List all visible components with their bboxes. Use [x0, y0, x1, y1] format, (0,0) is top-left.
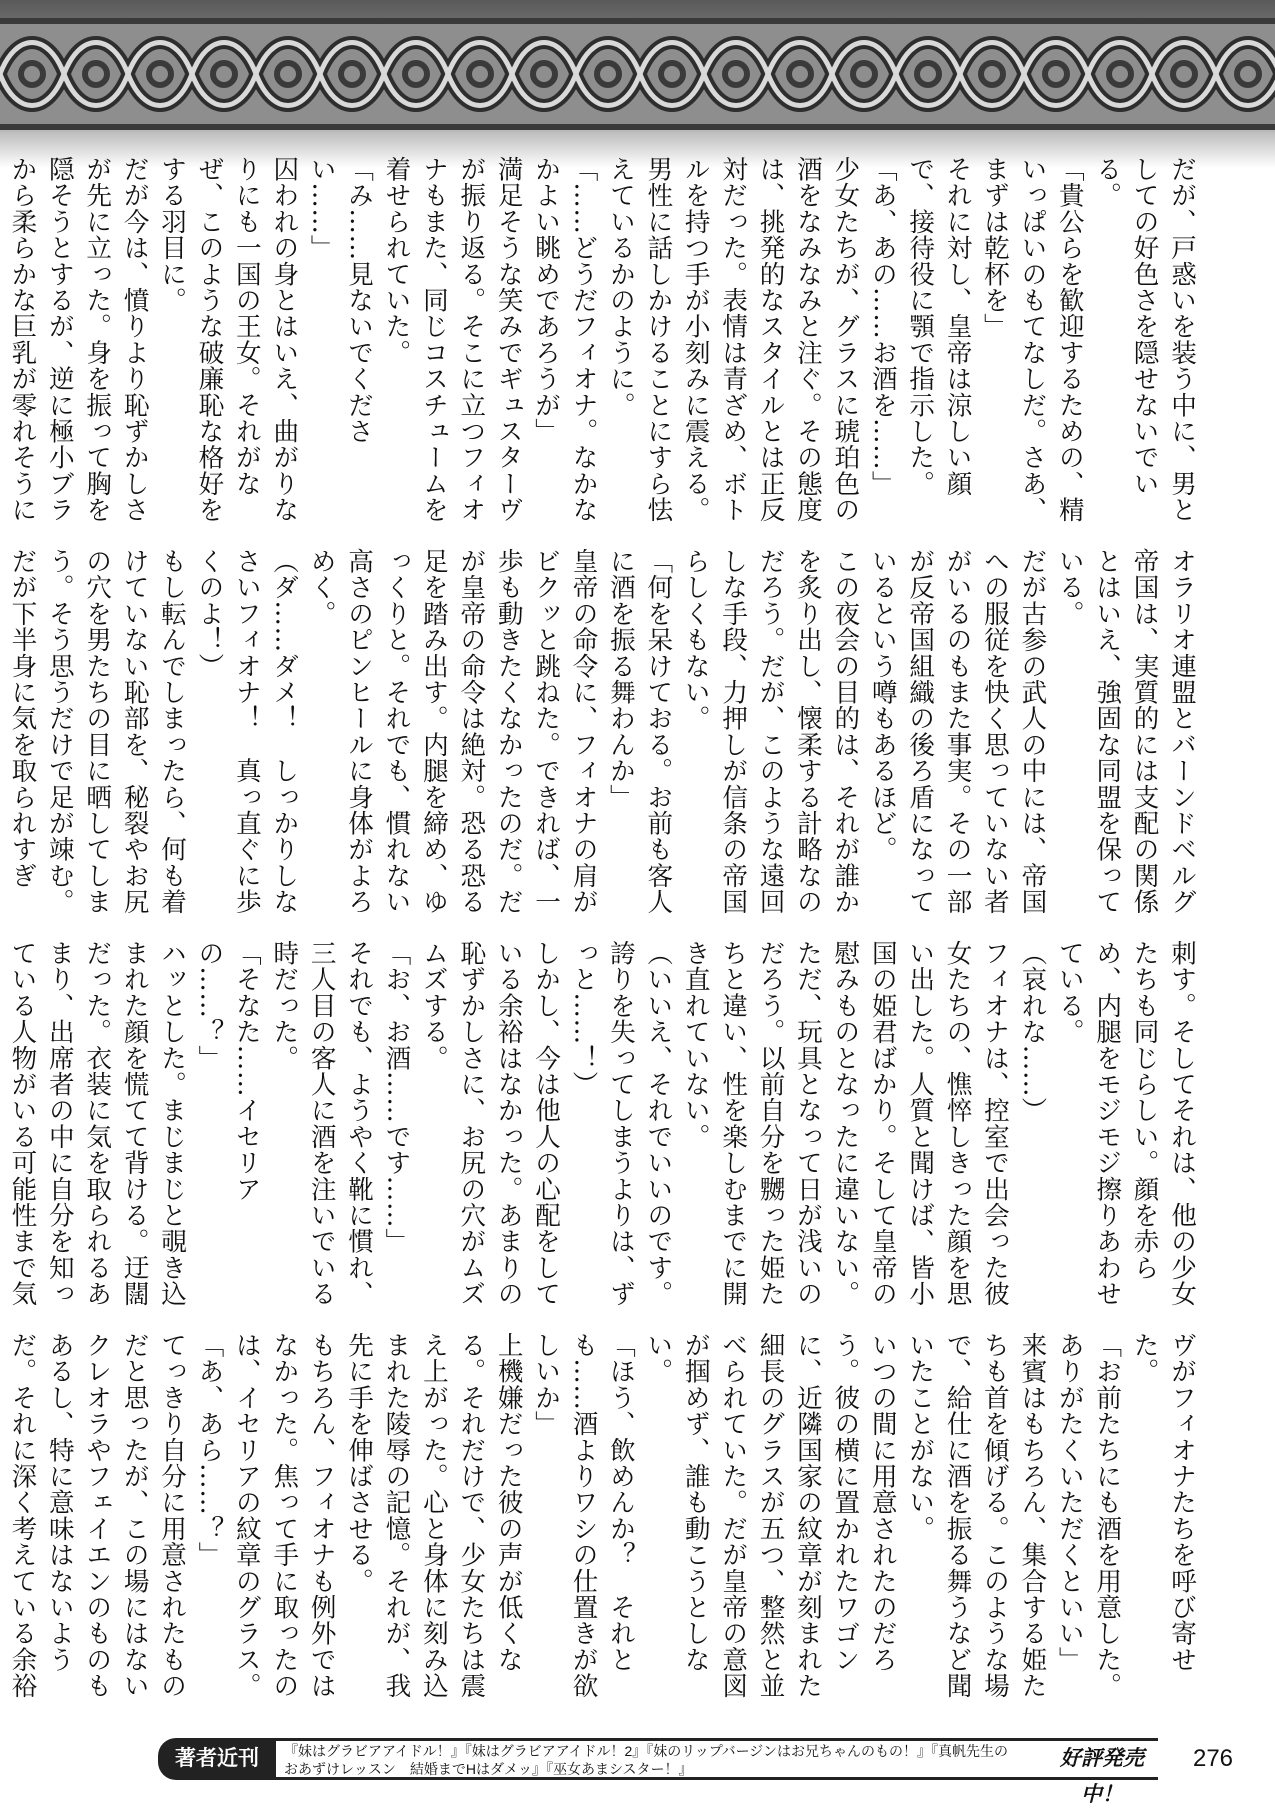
paragraph: 皇帝の命令に、フィオナの肩がビクッと跳ねた。できれば、一歩も動きたくなかったのだ。だが皇帝の命令は絶対。恐る恐る足を踏み出す。内腿を締め、ゆっくりと。それでも、慣れない高さのピンヒールに身体がよろめく。 [306, 548, 599, 915]
paragraph: てっきり自分に用意されたものだと思ったが、この場にはないクレオラやフェイエンのものもあるし、特に意味はないようだ。それに深く考えている余裕 [7, 1332, 188, 1699]
text-tier-1 [7, 156, 1200, 536]
paragraph: 「そなた……イセリアの……？」 [194, 940, 262, 1202]
text-tier-3 [7, 940, 1200, 1320]
paragraph: この夜会の目的は、それが誰かを炙り出し、懐柔する計略なのだろう。だが、このような遠回しな手段、力押しが信条の帝国らしくもない。 [680, 548, 861, 915]
paragraph: それに対し、皇帝は涼しい顔で、接待役に顎で指示した。 [905, 156, 973, 497]
paragraph: 「あ、あの……お酒を……」 [867, 156, 898, 497]
footer-label: 著者近刊 [158, 1738, 276, 1780]
paragraph: しかし、今は他人の心配をしている余裕はなかった。あまりの恥ずかしさに、お尻の穴がムズムズする。 [418, 940, 562, 1307]
book-list-line: 『妹はグラビアアイドル！』『妹はグラビアアイドル！2』『妹のリップバージンはお兄ちゃんのもの！』『真帆先生の [284, 1743, 1008, 1759]
paragraph: フィオナは、控室で出会った彼女たちの、憔悴しきった顔を思い出した。人質と聞けば、皆小国の姫君ばかり。そして皇帝の慰みものとなったに違いない。 [830, 940, 1010, 1307]
celtic-knot-band-icon [0, 14, 1275, 134]
paragraph: オラリオ連盟とバーンドベルグ帝国は、実質的には支配の関係とはいえ、強固な同盟を保っている。 [1054, 548, 1197, 915]
paragraph: 刺す。そしてそれは、他の少女たちも同じらしい。顔を赤らめ、内腿をモジモジ擦りあわせている。 [1054, 940, 1197, 1307]
paragraph: 満足そうな笑みでギュスターヴが振り返る。そこに立つフィオナもまた、同じコスチュームを着せられていた。 [381, 156, 524, 523]
paragraph: ハッとした。まじまじと覗き込まれた顔を慌てて背ける。迂闊だった。衣装に気を取られるあまり、出席者の中に自分を知っている人物がいる可能性まで気 [7, 940, 188, 1307]
paragraph: 来賓はもちろん、集合する姫たちも首を傾げる。このような場で、給仕に酒を振る舞うなど聞いたことがない。 [905, 1332, 1048, 1699]
paragraph: 少女たちが、グラスに琥珀色の酒をなみなみと注ぐ。その態度は、挑発的なスタイルとは正反対だった。表情は青ざめ、ボトルを持つ手が小刻みに震える。男性に話しかけることにすら怯えているかのように。 [605, 156, 861, 523]
page-number: 276 [1192, 1745, 1234, 1772]
paragraph: いつの間に用意されたのだろう。彼の横に置かれたワゴンに、近隣国家の紋章が刻まれた細長のグラスが五つ、整然と並べられていた。だが皇帝の意図が掴めず、誰も動こうとしない。 [643, 1332, 898, 1699]
on-sale-banner: 好評発売中！ [1046, 1738, 1158, 1780]
text-tier-4 [7, 1332, 1200, 1712]
paragraph: （いいえ、それでいいのです。誇りを失ってしまうよりは、ずっと……！） [568, 940, 674, 1307]
book-list-line: おあずけレッスン 結婚までHはダメッ』『巫女あまシスター！』 [284, 1761, 693, 1777]
paragraph: もちろん、フィオナも例外ではなかった。焦って手に取ったのは、イセリアの紋章のグラス。 [231, 1332, 337, 1699]
novel-page-body [7, 156, 1200, 1722]
paragraph: 「……どうだフィオナ。なかなかよい眺めであろうが」 [531, 156, 599, 523]
paragraph: それでも、ようやく靴に慣れ、三人目の客人に酒を注いでいる時だった。 [269, 940, 375, 1307]
paragraph: だが今は、憤りより恥ずかしさが先に立った。身を振って胸を隠そうとするが、逆に極小ブラから柔らかな巨乳が零れそうに [7, 156, 150, 523]
paragraph: ヴがフィオナたちを呼び寄せた。 [1129, 1332, 1197, 1673]
paragraph: 「貴公らを歓迎するための、精いっぱいのもてなしだ。さあ、まずは乾杯を」 [979, 156, 1085, 523]
paragraph: （ダ……ダメ！ しっかりしなさいフィオナ！ 真っ直ぐに歩くのよ！） [194, 548, 300, 915]
paragraph: 「み……見ないでください……」 [306, 156, 375, 445]
paragraph: 「お、お酒……です……」 [381, 940, 412, 1255]
paragraph: だが古参の武人の中には、帝国への服従を快く思っていない者がいるのもまた事実。その一部が反帝国組織の後ろ盾になっているという噂もあるほど。 [867, 548, 1048, 915]
paragraph: 囚われの身とはいえ、曲がりなりにも一国の王女。それがなぜ、このような破廉恥な格好をする羽目に。 [157, 156, 300, 523]
paragraph: 上機嫌だった彼の声が低くなる。それだけで、少女たちは震え上がった。心と身体に刻み込まれた陵辱の記憶。それが、我先に手を伸ばさせる。 [344, 1332, 524, 1699]
paragraph: だが、戸惑いを装う中に、男としての好色さを隠せないでいる。 [1092, 156, 1197, 523]
paragraph: 「あ、あら……？」 [194, 1332, 225, 1568]
paragraph: 「ほう、飲めんか？ それとも……酒よりワシの仕置きが欲しいか」 [531, 1332, 636, 1699]
paragraph: （哀れな……） [1017, 940, 1048, 1124]
paragraph: 「お前たちにも酒を用意した。ありがたくいただくといい」 [1054, 1332, 1123, 1699]
paragraph: もし転んでしまったら、何も着けていない恥部を、秘裂やお尻の穴を男たちの目に晒してしまう。そう思うだけで足が竦む。 [44, 548, 188, 915]
text-tier-2 [7, 548, 1200, 928]
paragraph: ただ、玩具となって日が浅いのだろう。以前自分を嬲った姫たちと違い、性を楽しむまでに開き直れていない。 [680, 940, 823, 1307]
paragraph: だが下半身に気を取られすぎ [7, 548, 38, 889]
paragraph: 「何を呆けておる。お前も客人に酒を振る舞わんか」 [605, 548, 674, 915]
footer-book-list [276, 1738, 1046, 1780]
author-books-footer [158, 1738, 1270, 1806]
